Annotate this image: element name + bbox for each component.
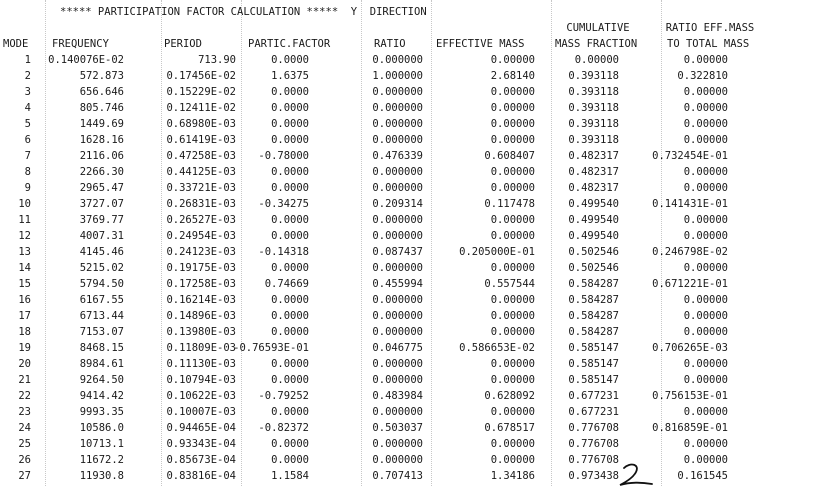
to-total-mass-cell: 0.161545 [677, 470, 728, 482]
to-total-mass-cell: 0.00000 [683, 454, 728, 466]
partic-factor-cell: 1.6375 [271, 70, 309, 82]
to-total-mass-cell: 0.00000 [683, 86, 728, 98]
table-row [0, 452, 838, 468]
table-row [0, 468, 838, 484]
ratio-cell: 0.000000 [372, 262, 423, 274]
table-row [0, 212, 838, 228]
mode-cell: 7 [24, 150, 31, 162]
effective-mass-cell: 0.00000 [490, 214, 535, 226]
ratio-cell: 0.000000 [372, 406, 423, 418]
header-effective-mass: EFFECTIVE MASS [436, 38, 525, 50]
effective-mass-cell: 0.00000 [490, 166, 535, 178]
partic-factor-cell: 0.0000 [271, 134, 309, 146]
partic-factor-cell: 0.0000 [271, 326, 309, 338]
mass-fraction-cell: 0.677231 [568, 390, 619, 402]
header-mass-fraction: MASS FRACTION [555, 38, 638, 50]
header-period: PERIOD [164, 38, 202, 50]
period-cell: 0.93343E-04 [166, 438, 236, 450]
mode-cell: 1 [24, 54, 31, 66]
ratio-cell: 0.000000 [372, 326, 423, 338]
table-row [0, 260, 838, 276]
table-row [0, 308, 838, 324]
effective-mass-cell: 0.00000 [490, 454, 535, 466]
period-cell: 0.61419E-03 [166, 134, 236, 146]
period-cell: 0.10622E-03 [166, 390, 236, 402]
header-partic-factor: PARTIC.FACTOR [248, 38, 331, 50]
table-row [0, 180, 838, 196]
partic-factor-cell: 0.0000 [271, 406, 309, 418]
frequency-cell: 3769.77 [79, 214, 124, 226]
frequency-cell: 10586.0 [79, 422, 124, 434]
mass-fraction-cell: 0.584287 [568, 326, 619, 338]
table-row [0, 420, 838, 436]
to-total-mass-cell: 0.322810 [677, 70, 728, 82]
period-cell: 0.10007E-03 [166, 406, 236, 418]
period-cell: 0.13980E-03 [166, 326, 236, 338]
effective-mass-cell: 0.608407 [484, 150, 535, 162]
to-total-mass-cell: 0.246798E-02 [652, 246, 728, 258]
mode-cell: 11 [18, 214, 31, 226]
to-total-mass-cell: 0.00000 [683, 134, 728, 146]
mode-cell: 24 [18, 422, 31, 434]
to-total-mass-cell: 0.00000 [683, 54, 728, 66]
frequency-cell: 5215.02 [79, 262, 124, 274]
frequency-cell: 1628.16 [79, 134, 124, 146]
ratio-cell: 0.707413 [372, 470, 423, 482]
partic-factor-cell: 0.0000 [271, 86, 309, 98]
mode-cell: 23 [18, 406, 31, 418]
report-title: ***** PARTICIPATION FACTOR CALCULATION ***** Y DIRECTION [60, 6, 427, 18]
ratio-cell: 0.000000 [372, 294, 423, 306]
partic-factor-cell: 0.0000 [271, 438, 309, 450]
to-total-mass-cell: 0.756153E-01 [652, 390, 728, 402]
mode-cell: 2 [24, 70, 31, 82]
ratio-cell: 0.483984 [372, 390, 423, 402]
period-cell: 0.14896E-03 [166, 310, 236, 322]
to-total-mass-cell: 0.141431E-01 [652, 198, 728, 210]
mode-cell: 12 [18, 230, 31, 242]
mode-cell: 6 [24, 134, 31, 146]
partic-factor-cell: 0.0000 [271, 294, 309, 306]
mode-cell: 4 [24, 102, 31, 114]
period-cell: 0.26527E-03 [166, 214, 236, 226]
frequency-cell: 9993.35 [79, 406, 124, 418]
frequency-cell: 9264.50 [79, 374, 124, 386]
effective-mass-cell: 1.34186 [490, 470, 535, 482]
effective-mass-cell: 0.00000 [490, 294, 535, 306]
partic-factor-cell: 0.0000 [271, 214, 309, 226]
table-row [0, 292, 838, 308]
ratio-cell: 0.000000 [372, 214, 423, 226]
effective-mass-cell: 0.628092 [484, 390, 535, 402]
partic-factor-cell: 0.0000 [271, 358, 309, 370]
to-total-mass-cell: 0.00000 [683, 102, 728, 114]
to-total-mass-cell: 0.00000 [683, 118, 728, 130]
to-total-mass-cell: 0.706265E-03 [652, 342, 728, 354]
table-row [0, 196, 838, 212]
mode-cell: 10 [18, 198, 31, 210]
mass-fraction-cell: 0.502546 [568, 246, 619, 258]
table-row [0, 100, 838, 116]
effective-mass-cell: 0.117478 [484, 198, 535, 210]
partic-factor-cell: 0.0000 [271, 166, 309, 178]
period-cell: 0.16214E-03 [166, 294, 236, 306]
frequency-cell: 1449.69 [79, 118, 124, 130]
table-row [0, 52, 838, 68]
to-total-mass-cell: 0.00000 [683, 214, 728, 226]
mass-fraction-cell: 0.584287 [568, 310, 619, 322]
period-cell: 0.11130E-03 [166, 358, 236, 370]
mass-fraction-cell: 0.585147 [568, 358, 619, 370]
period-cell: 0.19175E-03 [166, 262, 236, 274]
to-total-mass-cell: 0.732454E-01 [652, 150, 728, 162]
mass-fraction-cell: 0.502546 [568, 262, 619, 274]
frequency-cell: 6167.55 [79, 294, 124, 306]
mode-cell: 22 [18, 390, 31, 402]
frequency-cell: 2266.30 [79, 166, 124, 178]
period-cell: 0.83816E-04 [166, 470, 236, 482]
table-row [0, 436, 838, 452]
table-row [0, 356, 838, 372]
frequency-cell: 4007.31 [79, 230, 124, 242]
mass-fraction-cell: 0.393118 [568, 102, 619, 114]
header-mode: MODE [3, 38, 29, 50]
mass-fraction-cell: 0.973438 [568, 470, 619, 482]
effective-mass-cell: 0.678517 [484, 422, 535, 434]
mode-cell: 18 [18, 326, 31, 338]
mass-fraction-cell: 0.393118 [568, 118, 619, 130]
mass-fraction-cell: 0.00000 [574, 54, 619, 66]
mass-fraction-cell: 0.585147 [568, 374, 619, 386]
ratio-cell: 0.000000 [372, 166, 423, 178]
mode-cell: 9 [24, 182, 31, 194]
ratio-cell: 0.000000 [372, 54, 423, 66]
period-cell: 0.94465E-04 [166, 422, 236, 434]
title-row [0, 4, 838, 20]
effective-mass-cell: 0.00000 [490, 118, 535, 130]
ratio-cell: 0.000000 [372, 118, 423, 130]
mode-cell: 14 [18, 262, 31, 274]
to-total-mass-cell: 0.00000 [683, 310, 728, 322]
ratio-cell: 0.000000 [372, 454, 423, 466]
mode-cell: 17 [18, 310, 31, 322]
partic-factor-cell: -0.14318 [258, 246, 309, 258]
effective-mass-cell: 0.00000 [490, 438, 535, 450]
header-frequency: FREQUENCY [52, 38, 109, 50]
ratio-cell: 0.046775 [372, 342, 423, 354]
mass-fraction-cell: 0.584287 [568, 278, 619, 290]
period-cell: 0.33721E-03 [166, 182, 236, 194]
frequency-cell: 805.746 [79, 102, 124, 114]
effective-mass-cell: 0.586653E-02 [459, 342, 535, 354]
frequency-cell: 656.646 [79, 86, 124, 98]
frequency-cell: 8984.61 [79, 358, 124, 370]
partic-factor-cell: -0.79252 [258, 390, 309, 402]
mass-fraction-cell: 0.482317 [568, 182, 619, 194]
frequency-cell: 2965.47 [79, 182, 124, 194]
period-cell: 0.44125E-03 [166, 166, 236, 178]
effective-mass-cell: 0.00000 [490, 326, 535, 338]
to-total-mass-cell: 0.816859E-01 [652, 422, 728, 434]
to-total-mass-cell: 0.00000 [683, 262, 728, 274]
mode-cell: 19 [18, 342, 31, 354]
mass-fraction-cell: 0.482317 [568, 150, 619, 162]
effective-mass-cell: 0.00000 [490, 54, 535, 66]
mass-fraction-cell: 0.776708 [568, 438, 619, 450]
partic-factor-cell: 0.0000 [271, 230, 309, 242]
table-row [0, 68, 838, 84]
partic-factor-cell: -0.34275 [258, 198, 309, 210]
table-row [0, 388, 838, 404]
table-row [0, 244, 838, 260]
mass-fraction-cell: 0.393118 [568, 134, 619, 146]
ratio-cell: 0.000000 [372, 86, 423, 98]
period-cell: 0.12411E-02 [166, 102, 236, 114]
frequency-cell: 8468.15 [79, 342, 124, 354]
period-cell: 0.26831E-03 [166, 198, 236, 210]
mass-fraction-cell: 0.584287 [568, 294, 619, 306]
mode-cell: 25 [18, 438, 31, 450]
period-cell: 0.47258E-03 [166, 150, 236, 162]
effective-mass-cell: 0.00000 [490, 262, 535, 274]
ratio-cell: 0.503037 [372, 422, 423, 434]
mass-fraction-cell: 0.776708 [568, 422, 619, 434]
period-cell: 0.24123E-03 [166, 246, 236, 258]
header-ratio-eff-mass: RATIO EFF.MASS [665, 22, 755, 34]
partic-factor-cell: 0.0000 [271, 310, 309, 322]
partic-factor-cell: 1.1584 [271, 470, 309, 482]
frequency-cell: 7153.07 [79, 326, 124, 338]
frequency-cell: 3727.07 [79, 198, 124, 210]
mode-cell: 3 [24, 86, 31, 98]
mode-cell: 16 [18, 294, 31, 306]
table-row [0, 148, 838, 164]
partic-factor-cell: 0.0000 [271, 374, 309, 386]
effective-mass-cell: 0.00000 [490, 134, 535, 146]
table-row [0, 404, 838, 420]
mode-cell: 20 [18, 358, 31, 370]
to-total-mass-cell: 0.00000 [683, 374, 728, 386]
mass-fraction-cell: 0.499540 [568, 214, 619, 226]
to-total-mass-cell: 0.00000 [683, 358, 728, 370]
ratio-cell: 1.000000 [372, 70, 423, 82]
mode-cell: 21 [18, 374, 31, 386]
mode-cell: 15 [18, 278, 31, 290]
header-to-total-mass: TO TOTAL MASS [667, 38, 750, 50]
ratio-cell: 0.000000 [372, 438, 423, 450]
period-cell: 0.15229E-02 [166, 86, 236, 98]
effective-mass-cell: 0.00000 [490, 86, 535, 98]
period-cell: 0.17456E-02 [166, 70, 236, 82]
partic-factor-cell: 0.0000 [271, 54, 309, 66]
frequency-cell: 4145.46 [79, 246, 124, 258]
effective-mass-cell: 0.00000 [490, 102, 535, 114]
frequency-cell: 10713.1 [79, 438, 124, 450]
frequency-cell: 9414.42 [79, 390, 124, 402]
to-total-mass-cell: 0.00000 [683, 406, 728, 418]
ratio-cell: 0.476339 [372, 150, 423, 162]
header-cumulative: CUMULATIVE [566, 22, 630, 34]
mode-cell: 13 [18, 246, 31, 258]
partic-factor-cell: 0.74669 [264, 278, 309, 290]
effective-mass-cell: 0.557544 [484, 278, 535, 290]
ratio-cell: 0.209314 [372, 198, 423, 210]
mass-fraction-cell: 0.499540 [568, 230, 619, 242]
to-total-mass-cell: 0.00000 [683, 326, 728, 338]
ratio-cell: 0.000000 [372, 374, 423, 386]
partic-factor-cell: 0.0000 [271, 262, 309, 274]
table-row [0, 132, 838, 148]
frequency-cell: 572.873 [79, 70, 124, 82]
partic-factor-cell: 0.0000 [271, 182, 309, 194]
ratio-cell: 0.000000 [372, 102, 423, 114]
effective-mass-cell: 0.00000 [490, 182, 535, 194]
frequency-cell: 6713.44 [79, 310, 124, 322]
header-row-2 [0, 36, 838, 52]
ratio-cell: 0.000000 [372, 358, 423, 370]
ratio-cell: 0.000000 [372, 310, 423, 322]
mode-cell: 8 [24, 166, 31, 178]
table-row [0, 340, 838, 356]
ratio-cell: 0.000000 [372, 182, 423, 194]
ratio-cell: 0.087437 [372, 246, 423, 258]
frequency-cell: 11930.8 [79, 470, 124, 482]
frequency-cell: 0.140076E-02 [48, 54, 124, 66]
table-row [0, 164, 838, 180]
to-total-mass-cell: 0.00000 [683, 294, 728, 306]
header-row-1 [0, 20, 838, 36]
partic-factor-cell: -0.76593E-01 [233, 342, 309, 354]
partic-factor-cell: 0.0000 [271, 454, 309, 466]
mode-cell: 5 [24, 118, 31, 130]
effective-mass-cell: 0.205000E-01 [459, 246, 535, 258]
period-cell: 0.24954E-03 [166, 230, 236, 242]
to-total-mass-cell: 0.00000 [683, 166, 728, 178]
partic-factor-cell: -0.82372 [258, 422, 309, 434]
handwritten-2-mark [618, 462, 670, 486]
mass-fraction-cell: 0.393118 [568, 70, 619, 82]
period-cell: 0.85673E-04 [166, 454, 236, 466]
table-row [0, 372, 838, 388]
table-row [0, 324, 838, 340]
to-total-mass-cell: 0.00000 [683, 230, 728, 242]
frequency-cell: 2116.06 [79, 150, 124, 162]
table-row [0, 116, 838, 132]
frequency-cell: 5794.50 [79, 278, 124, 290]
mass-fraction-cell: 0.585147 [568, 342, 619, 354]
mass-fraction-cell: 0.482317 [568, 166, 619, 178]
period-cell: 0.10794E-03 [166, 374, 236, 386]
mode-cell: 27 [18, 470, 31, 482]
table-row [0, 228, 838, 244]
ratio-cell: 0.000000 [372, 134, 423, 146]
effective-mass-cell: 2.68140 [490, 70, 535, 82]
partic-factor-cell: 0.0000 [271, 102, 309, 114]
effective-mass-cell: 0.00000 [490, 358, 535, 370]
mass-fraction-cell: 0.677231 [568, 406, 619, 418]
period-cell: 0.11809E-03 [166, 342, 236, 354]
to-total-mass-cell: 0.00000 [683, 438, 728, 450]
ratio-cell: 0.000000 [372, 230, 423, 242]
effective-mass-cell: 0.00000 [490, 406, 535, 418]
effective-mass-cell: 0.00000 [490, 230, 535, 242]
header-ratio: RATIO [374, 38, 406, 50]
period-cell: 0.17258E-03 [166, 278, 236, 290]
table-row [0, 84, 838, 100]
mass-fraction-cell: 0.499540 [568, 198, 619, 210]
partic-factor-cell: 0.0000 [271, 118, 309, 130]
effective-mass-cell: 0.00000 [490, 374, 535, 386]
to-total-mass-cell: 0.671221E-01 [652, 278, 728, 290]
effective-mass-cell: 0.00000 [490, 310, 535, 322]
frequency-cell: 11672.2 [79, 454, 124, 466]
mass-fraction-cell: 0.776708 [568, 454, 619, 466]
ratio-cell: 0.455994 [372, 278, 423, 290]
mass-fraction-cell: 0.393118 [568, 86, 619, 98]
period-cell: 0.68980E-03 [166, 118, 236, 130]
to-total-mass-cell: 0.00000 [683, 182, 728, 194]
partic-factor-cell: -0.78000 [258, 150, 309, 162]
mode-cell: 26 [18, 454, 31, 466]
table-row [0, 276, 838, 292]
period-cell: 713.90 [198, 54, 236, 66]
